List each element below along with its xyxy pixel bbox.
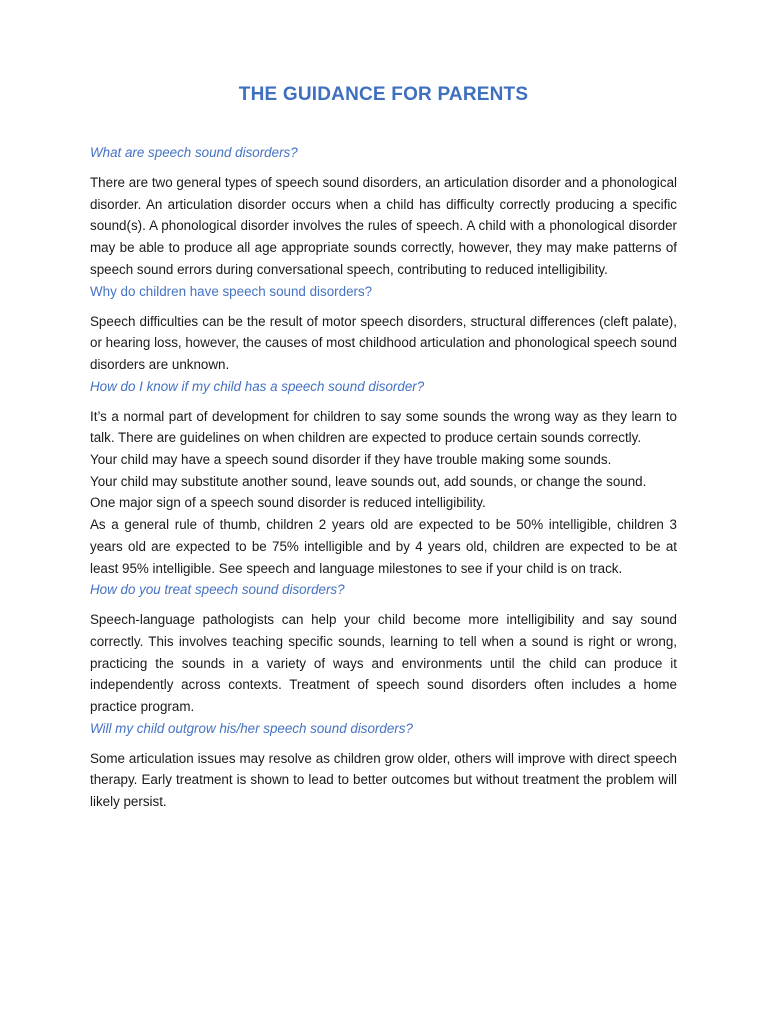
section-paragraph: It’s a normal part of development for children to say some sounds the wrong way as they learn to talk. There are guidelines on when children are expected to produce certain sounds correctly. [90, 408, 677, 446]
section-heading: What are speech sound disorders? [90, 145, 298, 160]
section-heading: Why do children have speech sound disorders? [90, 283, 373, 299]
section-heading: How do I know if my child has a speech sound disorder? [90, 378, 425, 394]
section-outgrow [90, 718, 677, 813]
section-paragraph: Speech-language pathologists can help your child become more intelligibility and say sound correctly. This involves teaching specific sounds, learning to tell when a sound is right or wrong, practicing the sounds in a variety of ways and environments until the child can produce it independently across contexts. Treatment of speech sound disorders often includes a home practice program. [90, 612, 677, 715]
section-heading: How do you treat speech sound disorders? [90, 582, 345, 598]
document-page [90, 84, 677, 813]
section-paragraph: There are two general types of speech sound disorders, an articulation disorder and a phonological disorder. An articulation disorder occurs when a child has difficulty correctly producing a specific sound(s). A phonological disorder involves the rules of speech. A child with a phonological disorder may be able to produce all age appropriate sounds correctly, however, they may make patterns of speech sound errors during conversational speech, contributing to reduced intelligibility. [90, 175, 677, 277]
section-heading: Will my child outgrow his/her speech sound disorders? [90, 720, 413, 736]
section-paragraph: One major sign of a speech sound disorder is reduced intelligibility. [90, 495, 486, 511]
section-paragraph: As a general rule of thumb, children 2 years old are expected to be 50% intelligible, children 3 years old are expected to be 75% intelligible and by 4 years old, children are expected to be at least 95% intelligible. See speech and language milestones to see if your child is on track. [90, 517, 677, 576]
section-how-treat [90, 579, 677, 718]
section-paragraph: Some articulation issues may resolve as children grow older, others will improve with direct speech therapy. Early treatment is shown to lead to better outcomes but without treatment the problem will likely persist. [90, 750, 677, 810]
section-paragraph: Speech difficulties can be the result of motor speech disorders, structural differences (cleft palate), or hearing loss, however, the causes of most childhood articulation and phonological speech sound disorders are unknown. [90, 313, 677, 372]
section-why [90, 281, 677, 376]
section-how-know [90, 376, 677, 580]
section-what-are [90, 142, 677, 281]
document-title: THE GUIDANCE FOR PARENTS [238, 84, 529, 105]
section-paragraph: Your child may have a speech sound disorder if they have trouble making some sounds. [90, 452, 612, 468]
section-paragraph: Your child may substitute another sound, leave sounds out, add sounds, or change the sound. [90, 473, 647, 489]
